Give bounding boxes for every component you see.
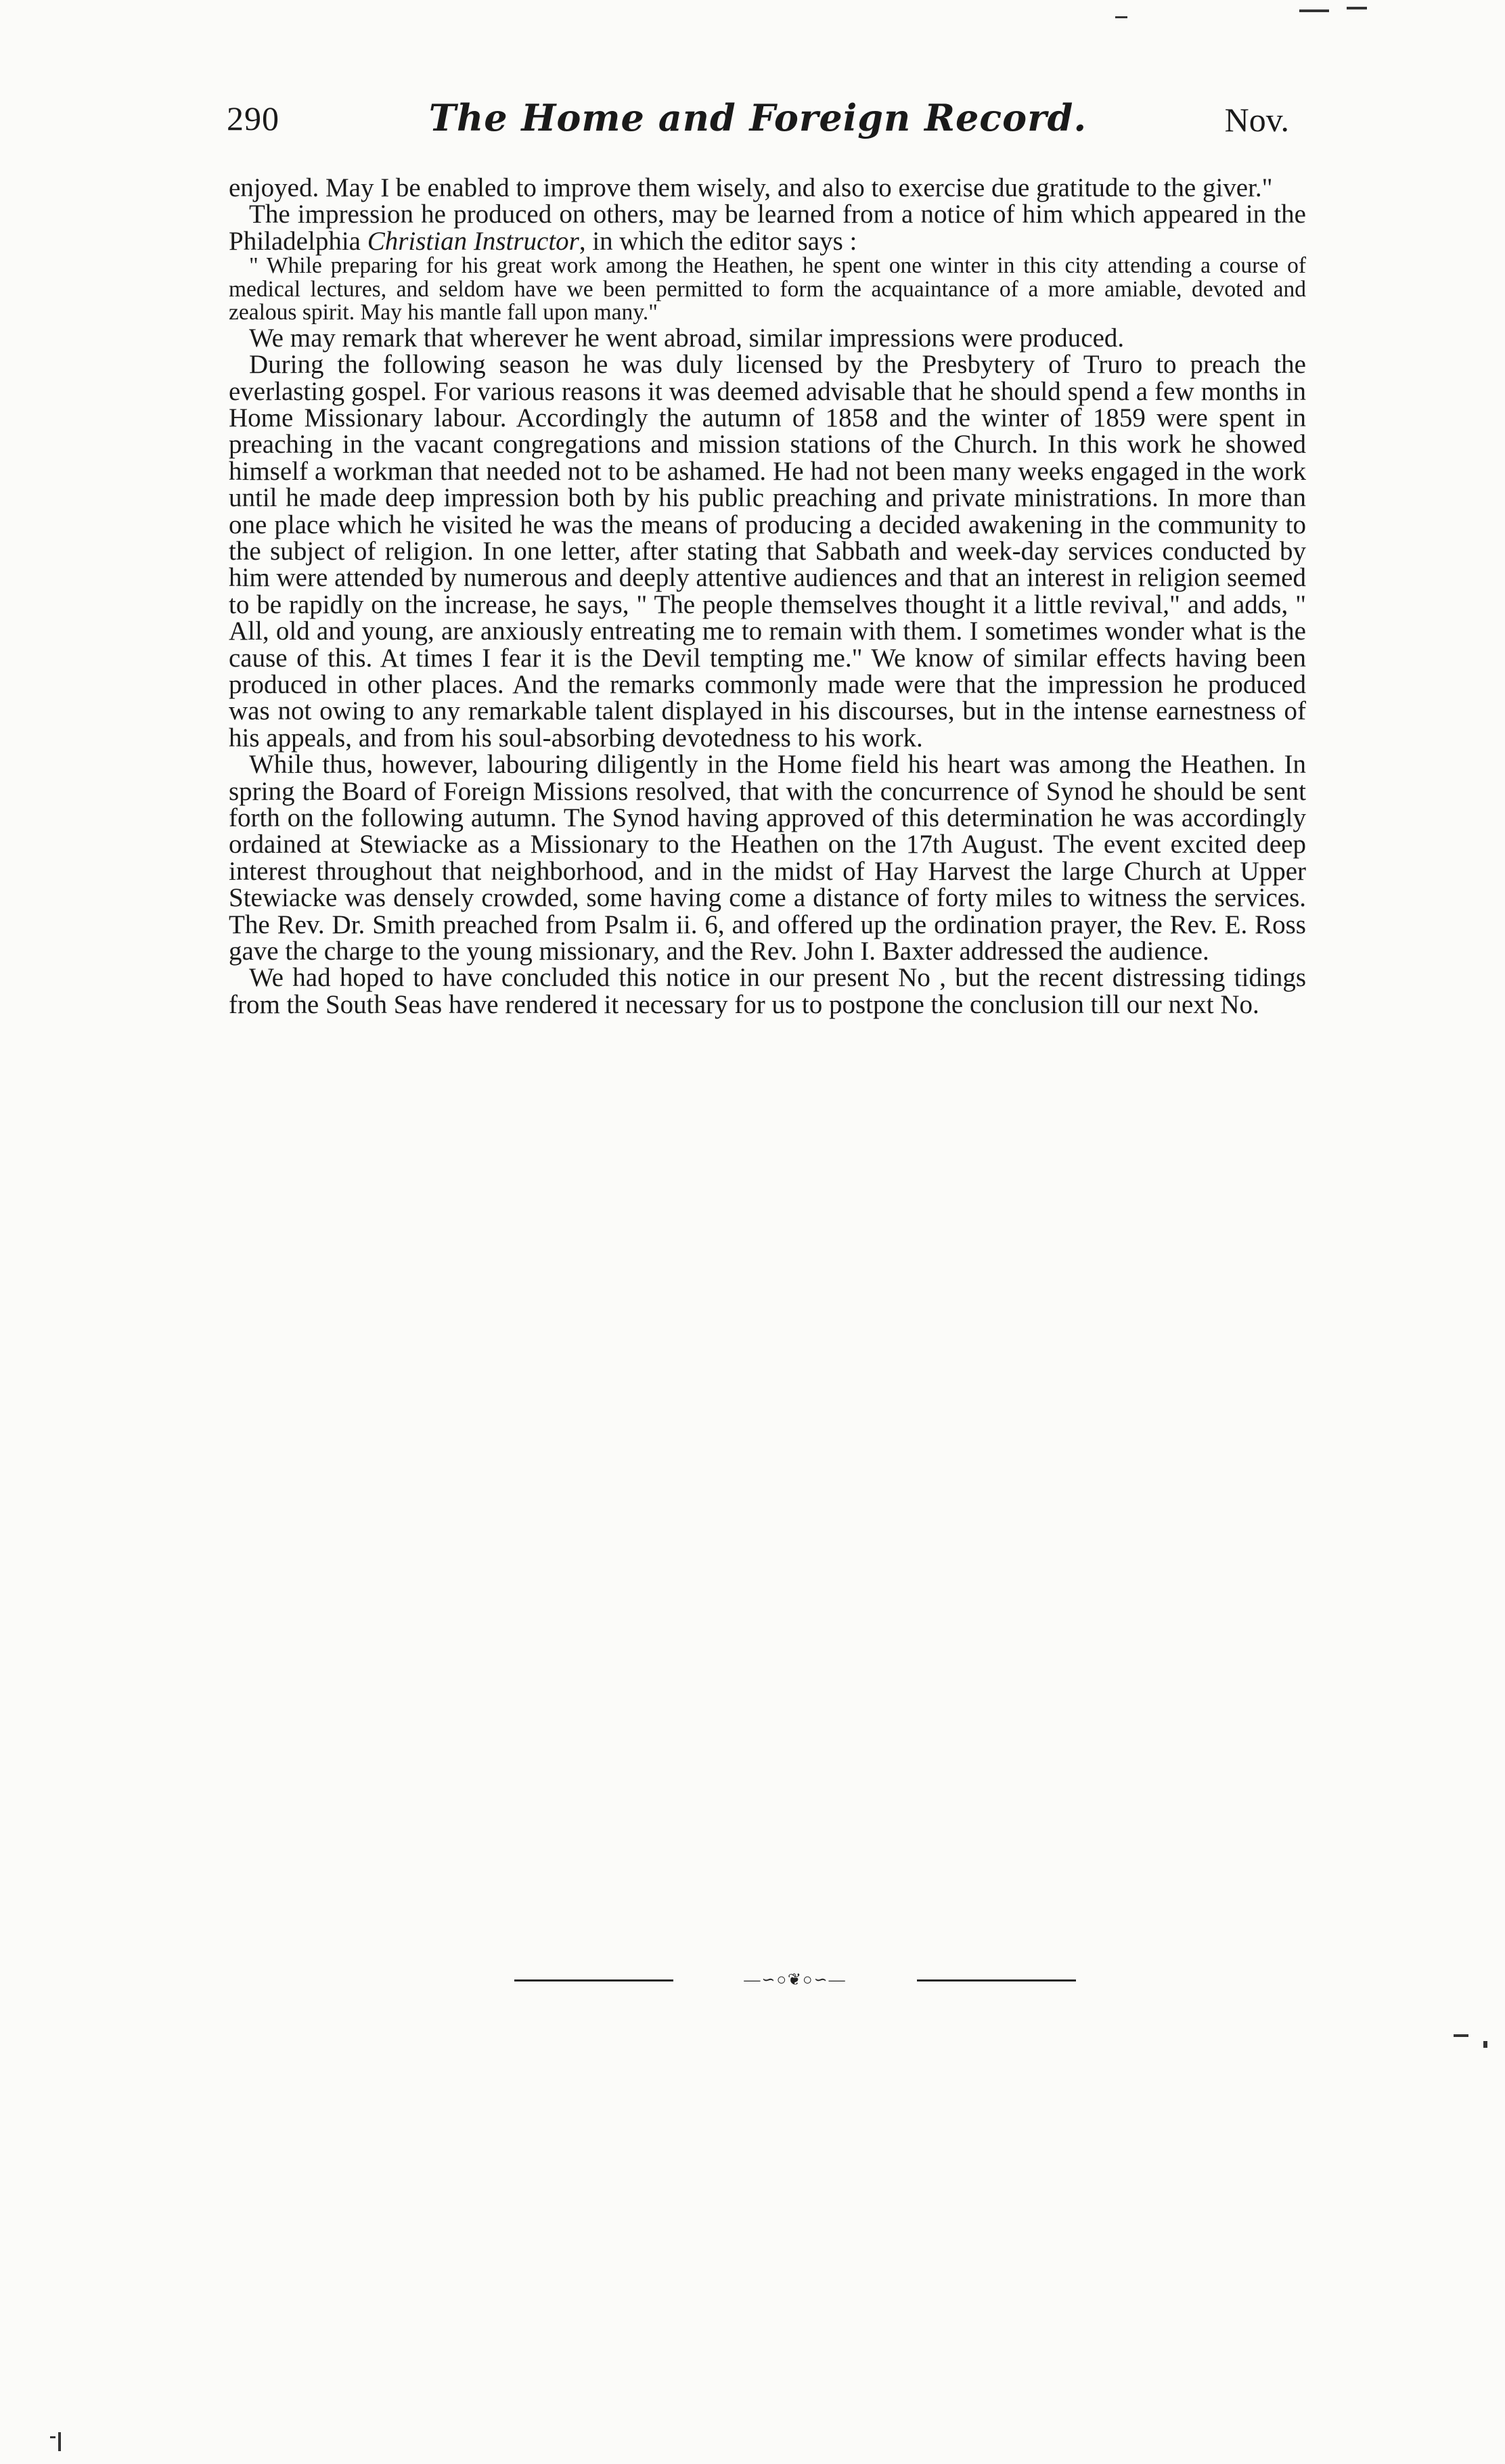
paragraph-ordination: While thus, however, labouring diligently in the Home field his heart was among the Heathen. In spring the Board of Foreign Missions resolved, that with the concurrence of Synod he should be sent forth on the following autumn. The Synod having approved of this determination he was accordingly ordained at Stewiacke as a Missionary to the Heathen on the 17th August. The event excited deep interest throughout that neighborhood, and in the midst of Hay Harvest the large Church at Upper Stewiacke was densely crowded, some having come a distance of forty miles to witness the services. The Rev. Dr. Smith preached from Psalm ii. 6, and offered up the ordination prayer, the Rev. E. Ross gave the charge to the young missionary, and the Rev. John I. Baxter addressed the audience. [229, 750, 1306, 966]
block-quote: " While preparing for his great work among the Heathen, he spent one winter in this city attending a course of medical lectures, and seldom have we been permitted to form the acquaintance of a more amiable, devoted and zealous spirit. May his mantle fall upon many." [229, 253, 1306, 326]
paragraph-impression-text: The impression he produced on others, may be learned from a notice of him which appeared in the Philadelphia [229, 200, 1306, 256]
scan-speck [1483, 2041, 1487, 2048]
paragraph-impression [229, 201, 1306, 254]
page-number: 290 [227, 99, 279, 137]
scan-speck [1115, 16, 1127, 18]
publication-title: Christian Instructor [367, 226, 579, 256]
running-title: The Home and Foreign Record. [428, 96, 1087, 139]
paragraph-closing-note: We had hoped to have concluded this notice in our present No , but the recent distressing tidings from the South Seas have rendered it necessary for us to postpone the conclusion till our next No. [229, 963, 1306, 1019]
paragraph-impression-text-end: , in which the editor says : [579, 226, 857, 256]
scan-speck [1347, 7, 1367, 9]
month-label: Nov. [1224, 101, 1289, 139]
paragraph-licensed: During the following season he was duly licensed by the Presbytery of Truro to preach the everlasting gospel. For various reasons it was deemed advisable that he should spend a few months in Home Missionary labour. Accordingly the autumn of 1858 and the winter of 1859 were spent in preaching in the vacant congregations and mission stations of the Church. In this work he showed himself a workman that needed not to be ashamed. He had not been many weeks engaged in the work until he made deep impression both by his public preaching and private ministrations. In more than one place which he visited he was the means of producing a decided awakening in the community to the subject of religion. In one letter, after stating that Sabbath and week-day services conducted by him were attended by numerous and deeply attentive audiences and that an interest in religion seemed to be rapidly on the increase, he says, " The people themselves thought it a little revival," and adds, " All, old and young, are anxiously entreating me to remain with them. I sometimes wonder what is the cause of this. At times I fear it is the Devil tempting me." We know of similar effects having been produced in other places. And the remarks commonly made were that the impression he produced was not owing to any remarkable talent displayed in his discourses, but in the intense earnestness of his appeals, and from his soul-absorbing devotedness to his work. [229, 350, 1306, 753]
article-body [229, 175, 1306, 1018]
paragraph-remark: We may remark that wherever he went abroad, similar impressions were produced. [249, 323, 1125, 353]
scan-speck [1299, 9, 1329, 12]
paragraph-continuation: enjoyed. May I be enabled to improve them wisely, and also to exercise due gratitude to the giver." [229, 173, 1273, 202]
divider-ornament: —∽○❦○∽— [673, 1972, 917, 1988]
scan-speck [1454, 2034, 1468, 2037]
scan-speck [50, 2436, 55, 2438]
page-header [227, 93, 1289, 148]
section-divider [514, 1972, 1076, 1988]
scan-speck [58, 2432, 61, 2451]
